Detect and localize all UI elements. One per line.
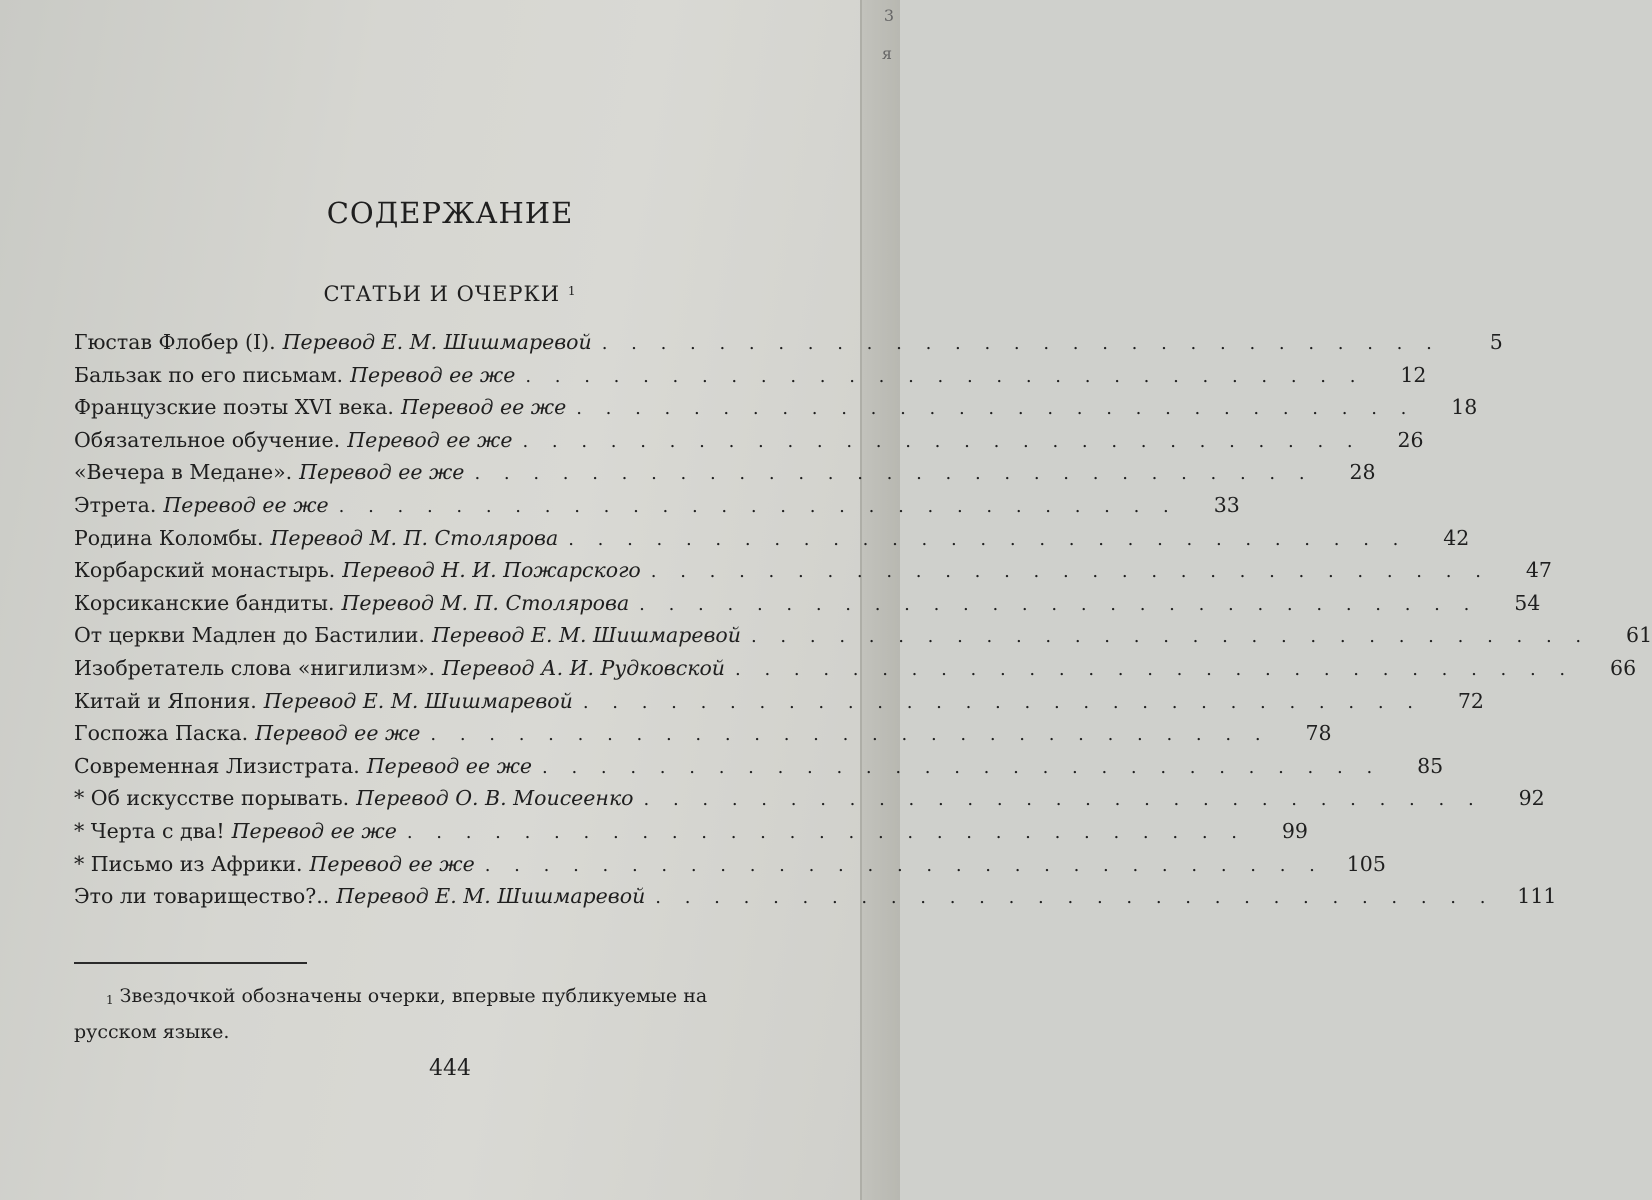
contents-title: СОДЕРЖАНИЕ — [326, 196, 574, 230]
toc-entry-translator: Перевод М. П. Столярова — [341, 590, 630, 615]
toc-entry-translator: Перевод Е. М. Шишмаревой — [336, 884, 646, 909]
toc-entry — [74, 330, 1503, 363]
toc-leader-dots: . . . . . . . . . . . . . . . . . . . . . . . . . . . . . — [576, 398, 1416, 420]
table-of-contents — [74, 330, 1652, 917]
toc-entry — [74, 721, 1332, 754]
toc-entry-translator: Перевод Н. И. Пожарского — [342, 558, 641, 583]
toc-entry-title: * Письмо из Африки. — [74, 851, 303, 876]
toc-leader-dots: . . . . . . . . . . . . . . . . . . . . . . . . . . . . . — [522, 430, 1362, 452]
toc-entry — [74, 590, 1541, 624]
toc-entry — [74, 655, 1637, 689]
toc-entry-title: Родина Коломбы. — [74, 525, 264, 550]
toc-entry-title: «Вечера в Медане». — [74, 460, 293, 485]
toc-leader-dots: . . . . . . . . . . . . . . . . . . . . . . . . . . . . . — [484, 854, 1324, 876]
toc-entry-translator: Перевод Е. М. Шишмаревой — [263, 688, 573, 713]
footnote-text-2: русском языке. — [74, 1021, 230, 1043]
toc-entry-page: 33 — [1213, 492, 1240, 517]
toc-entry-page: 26 — [1397, 427, 1424, 452]
toc-leader-dots: . . . . . . . . . . . . . . . . . . . . . . . . . . . . . — [525, 365, 1365, 387]
toc-entry-page: 54 — [1514, 590, 1541, 615]
toc-leader-dots: . . . . . . . . . . . . . . . . . . . . . . . . . . . . . — [338, 495, 1178, 517]
footnote-mark: 1 — [106, 993, 114, 1007]
toc-entry-page: 99 — [1281, 818, 1308, 843]
toc-entry-page: 12 — [1400, 362, 1427, 387]
footnote-text-1: Звездочкой обозначены очерки, впервые публикуемые на — [119, 985, 708, 1007]
toc-entry — [74, 460, 1376, 493]
toc-entry-translator: Перевод Е. М. Шишмаревой — [431, 623, 741, 648]
toc-entry-translator: Перевод ее же — [163, 492, 329, 517]
toc-entry-page: 42 — [1443, 525, 1470, 550]
toc-entry-translator: Перевод ее же — [347, 427, 513, 452]
toc-leader-dots: . . . . . . . . . . . . . . . . . . . . . . . . . . . . . — [643, 789, 1483, 811]
toc-entry — [74, 753, 1444, 787]
toc-entry-page: 92 — [1518, 786, 1545, 811]
toc-entry-translator: Перевод ее же — [299, 460, 465, 485]
toc-entry — [74, 427, 1424, 461]
toc-entry-title: Бальзак по его письмам. — [74, 362, 344, 387]
toc-entry-title: Госпожа Паска. — [74, 721, 249, 746]
toc-entry — [74, 395, 1478, 428]
toc-leader-dots: . . . . . . . . . . . . . . . . . . . . . . . . . . . . . — [542, 756, 1382, 778]
toc-entry-title: Этрета. — [74, 492, 157, 517]
toc-entry-page: 28 — [1349, 460, 1376, 485]
toc-entry-translator: Перевод ее же — [231, 818, 397, 843]
toc-leader-dots: . . . . . . . . . . . . . . . . . . . . . . . . . . . . . — [568, 528, 1408, 550]
toc-leader-dots: . . . . . . . . . . . . . . . . . . . . . . . . . . . . . — [735, 658, 1575, 680]
toc-entry — [74, 818, 1308, 852]
toc-entry-page: 85 — [1417, 753, 1444, 778]
toc-entry-translator: Перевод М. П. Столярова — [270, 525, 559, 550]
toc-entry-title: Корбарский монастырь. — [74, 558, 336, 583]
toc-entry-page: 47 — [1525, 558, 1552, 583]
toc-entry-translator: Перевод А. И. Рудковской — [442, 655, 725, 680]
toc-entry-page: 72 — [1457, 688, 1484, 713]
toc-entry-page: 105 — [1346, 851, 1386, 876]
toc-leader-dots: . . . . . . . . . . . . . . . . . . . . . . . . . . . . . — [655, 887, 1495, 909]
toc-entry — [74, 525, 1470, 559]
section-title — [0, 282, 900, 306]
toc-entry — [74, 786, 1545, 819]
toc-entry — [74, 558, 1552, 591]
toc-entry-translator: Перевод ее же — [255, 721, 421, 746]
toc-leader-dots: . . . . . . . . . . . . . . . . . . . . . . . . . . . . . — [430, 724, 1270, 746]
toc-leader-dots: . . . . . . . . . . . . . . . . . . . . . . . . . . . . . — [406, 821, 1246, 843]
toc-entry-translator: Перевод ее же — [400, 395, 567, 420]
toc-leader-dots: . . . . . . . . . . . . . . . . . . . . . . . . . . . . . — [474, 463, 1314, 485]
edge-mark: я — [881, 44, 892, 63]
toc-entry — [74, 884, 1557, 917]
toc-entry — [74, 851, 1386, 885]
footnote-divider — [74, 962, 307, 964]
toc-entry — [74, 492, 1240, 526]
toc-entry — [74, 362, 1427, 396]
toc-entry-title: Современная Лизистрата. — [74, 753, 360, 778]
toc-entry-page: 18 — [1451, 395, 1478, 420]
toc-leader-dots: . . . . . . . . . . . . . . . . . . . . . . . . . . . . . — [582, 691, 1422, 713]
toc-entry-page: 78 — [1305, 721, 1332, 746]
footnote — [74, 978, 874, 1050]
toc-entry-title: Это ли товарищество?.. — [74, 884, 330, 909]
toc-entry — [74, 688, 1484, 722]
toc-entry-title: Изобретатель слова «нигилизм». — [74, 655, 436, 680]
toc-leader-dots: . . . . . . . . . . . . . . . . . . . . . . . . . . . . . — [750, 626, 1591, 648]
toc-entry-page: 111 — [1517, 884, 1557, 909]
toc-entry-title: * Об искусстве порывать. — [74, 786, 350, 811]
footnote-reference: 1 — [567, 284, 577, 298]
toc-entry-title: * Черта с два! — [74, 818, 225, 843]
toc-entry-title: Китай и Япония. — [74, 688, 257, 713]
section-title-text: СТАТЬИ И ОЧЕРКИ — [323, 282, 561, 306]
edge-mark: 3 — [883, 6, 894, 25]
toc-entry-title: Французские поэты XVI века. — [74, 395, 394, 420]
toc-leader-dots: . . . . . . . . . . . . . . . . . . . . . . . . . . . . . — [639, 593, 1479, 615]
footnote-line-1 — [74, 978, 874, 1014]
page-number: 444 — [429, 1056, 471, 1081]
toc-entry-translator: Перевод ее же — [366, 753, 533, 778]
toc-entry-translator: Перевод ее же — [350, 362, 516, 387]
toc-entry-title: Корсиканские бандиты. — [74, 590, 335, 615]
toc-entry-title: Гюстав Флобер (I). — [74, 330, 276, 354]
toc-entry-title: Обязательное обучение. — [74, 427, 341, 452]
toc-leader-dots: . . . . . . . . . . . . . . . . . . . . . . . . . . . . . — [601, 333, 1441, 354]
toc-entry-page: 5 — [1489, 330, 1503, 354]
toc-entry-translator: Перевод Е. М. Шишмаревой — [282, 330, 592, 354]
toc-entry-title: От церкви Мадлен до Бастилии. — [74, 623, 425, 648]
toc-entry-page: 66 — [1610, 655, 1637, 680]
toc-leader-dots: . . . . . . . . . . . . . . . . . . . . . . . . . . . . . — [650, 561, 1490, 583]
toc-entry-translator: Перевод О. В. Моисеенко — [356, 786, 634, 811]
toc-entry-page: 61 — [1626, 623, 1652, 648]
toc-entry — [74, 623, 1652, 656]
toc-entry-translator: Перевод ее же — [309, 851, 475, 876]
